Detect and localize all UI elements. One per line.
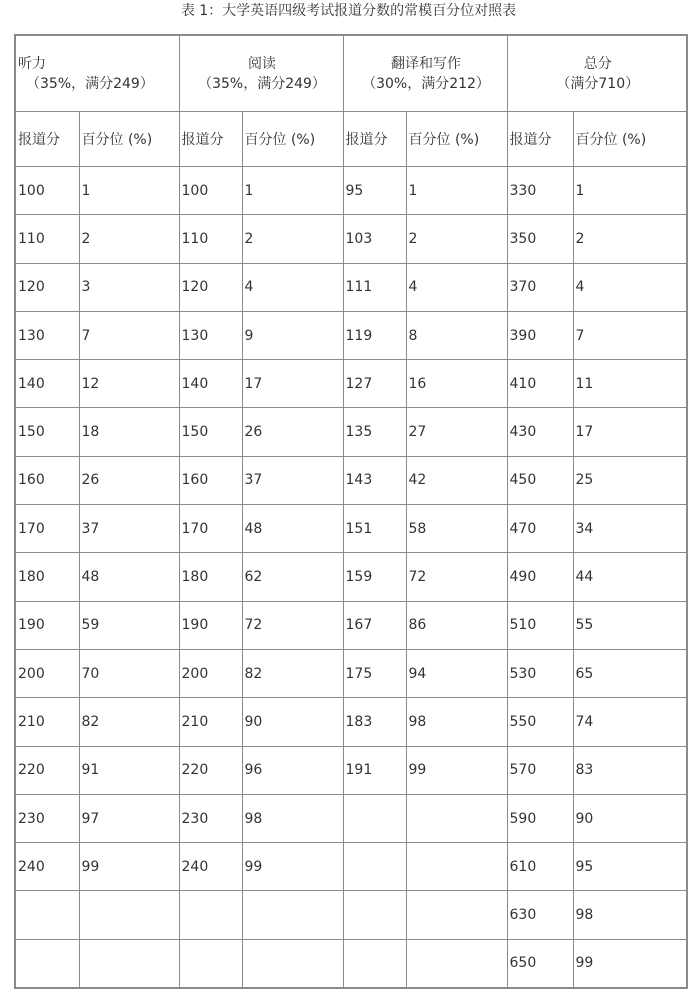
score-cell: 160 [179,456,242,504]
score-cell: 110 [15,215,79,263]
column-header: 报道分 [15,112,79,167]
score-cell: 220 [179,746,242,794]
column-header: 百分位 (%) [242,112,343,167]
score-cell [179,891,242,939]
score-cell: 200 [179,649,242,697]
percentile-cell: 70 [79,649,179,697]
percentile-cell: 9 [242,311,343,359]
table-row [15,553,687,601]
percentile-cell: 98 [242,794,343,842]
score-cell [343,794,406,842]
percentile-cell: 4 [573,263,687,311]
score-cell: 170 [15,505,79,553]
score-cell: 175 [343,649,406,697]
percentile-cell: 4 [406,263,507,311]
percentile-cell: 26 [79,456,179,504]
group-header-row [15,35,687,112]
column-header: 百分位 (%) [79,112,179,167]
percentile-cell [79,939,179,988]
score-cell: 140 [179,360,242,408]
score-cell: 120 [179,263,242,311]
score-cell: 240 [15,843,79,891]
percentile-cell: 90 [242,698,343,746]
percentile-cell: 37 [242,456,343,504]
table-row [15,360,687,408]
percentile-cell [242,891,343,939]
score-cell: 220 [15,746,79,794]
table-row [15,167,687,215]
score-cell: 390 [507,311,573,359]
score-cell: 210 [179,698,242,746]
group-weight: （满分710） [556,75,640,92]
percentile-cell: 91 [79,746,179,794]
percentile-cell: 82 [242,649,343,697]
score-cell: 330 [507,167,573,215]
percentile-cell: 48 [242,505,343,553]
score-cell [15,891,79,939]
percentile-cell: 37 [79,505,179,553]
percentile-cell: 58 [406,505,507,553]
table-row [15,746,687,794]
percentile-cell: 72 [406,553,507,601]
score-cell: 103 [343,215,406,263]
score-cell: 490 [507,553,573,601]
score-cell: 151 [343,505,406,553]
group-name: 翻译和写作 [391,55,461,72]
score-cell: 150 [15,408,79,456]
percentile-cell: 82 [79,698,179,746]
score-cell: 370 [507,263,573,311]
score-cell: 200 [15,649,79,697]
table-row [15,698,687,746]
percentile-cell: 90 [573,794,687,842]
score-cell: 95 [343,167,406,215]
group-weight: （35%，满分249） [198,75,326,92]
percentile-cell: 74 [573,698,687,746]
percentile-cell: 2 [573,215,687,263]
score-cell: 100 [15,167,79,215]
percentile-cell: 98 [406,698,507,746]
table-row [15,311,687,359]
percentile-cell [242,939,343,988]
percentile-cell: 99 [79,843,179,891]
table-row [15,843,687,891]
table-row [15,939,687,988]
score-cell: 550 [507,698,573,746]
percentile-cell [406,891,507,939]
percentile-cell: 7 [573,311,687,359]
score-cell [15,939,79,988]
percentile-cell: 98 [573,891,687,939]
score-cell: 210 [15,698,79,746]
score-cell: 570 [507,746,573,794]
percentile-cell: 59 [79,601,179,649]
table-row [15,891,687,939]
score-cell [343,891,406,939]
score-cell: 143 [343,456,406,504]
percentile-cell [79,891,179,939]
percentile-cell: 83 [573,746,687,794]
table-row [15,456,687,504]
column-header-row [15,112,687,167]
column-header: 报道分 [507,112,573,167]
percentile-cell: 16 [406,360,507,408]
percentile-cell: 2 [406,215,507,263]
percentile-cell: 18 [79,408,179,456]
percentile-cell [406,939,507,988]
percentile-cell: 7 [79,311,179,359]
score-cell: 510 [507,601,573,649]
percentile-cell: 17 [573,408,687,456]
score-cell: 127 [343,360,406,408]
percentile-cell: 17 [242,360,343,408]
table-row [15,505,687,553]
group-header-reading [179,35,343,112]
score-cell: 180 [179,553,242,601]
percentile-cell: 44 [573,553,687,601]
percentile-cell: 2 [79,215,179,263]
percentile-cell: 27 [406,408,507,456]
percentile-cell: 26 [242,408,343,456]
percentile-cell: 95 [573,843,687,891]
percentile-cell: 97 [79,794,179,842]
percentile-cell: 42 [406,456,507,504]
score-cell: 167 [343,601,406,649]
percentile-cell: 99 [406,746,507,794]
score-cell: 160 [15,456,79,504]
percentile-cell: 86 [406,601,507,649]
column-header: 报道分 [343,112,406,167]
score-cell: 191 [343,746,406,794]
table-row [15,649,687,697]
percentile-cell: 99 [573,939,687,988]
score-cell [179,939,242,988]
percentile-cell: 48 [79,553,179,601]
percentile-cell: 62 [242,553,343,601]
score-percentile-table [14,34,688,989]
score-cell: 140 [15,360,79,408]
group-header-total [507,35,687,112]
score-cell: 119 [343,311,406,359]
percentile-cell: 72 [242,601,343,649]
score-cell: 111 [343,263,406,311]
table-row [15,794,687,842]
table-row [15,263,687,311]
score-cell: 130 [179,311,242,359]
score-cell: 230 [15,794,79,842]
score-cell: 190 [179,601,242,649]
score-cell: 430 [507,408,573,456]
score-cell: 230 [179,794,242,842]
column-header: 报道分 [179,112,242,167]
table-row [15,601,687,649]
percentile-cell: 1 [573,167,687,215]
group-header-translation-writing [343,35,507,112]
score-cell: 240 [179,843,242,891]
group-weight: （30%，满分212） [362,75,490,92]
percentile-cell: 99 [242,843,343,891]
score-cell: 470 [507,505,573,553]
percentile-cell: 4 [242,263,343,311]
table-row [15,408,687,456]
group-name: 阅读 [248,55,276,72]
score-cell: 410 [507,360,573,408]
score-cell: 590 [507,794,573,842]
percentile-cell: 1 [79,167,179,215]
group-name: 总分 [583,55,612,72]
score-cell: 530 [507,649,573,697]
percentile-cell: 2 [242,215,343,263]
score-cell: 450 [507,456,573,504]
percentile-cell: 65 [573,649,687,697]
column-header: 百分位 (%) [406,112,507,167]
percentile-cell: 11 [573,360,687,408]
table-caption: 表 1：大学英语四级考试报道分数的常模百分位对照表 [180,3,517,19]
percentile-cell [406,843,507,891]
score-cell: 180 [15,553,79,601]
group-name: 听力 [18,55,46,72]
group-weight: （35%，满分249） [26,75,154,92]
percentile-cell: 55 [573,601,687,649]
score-cell: 120 [15,263,79,311]
score-cell: 100 [179,167,242,215]
percentile-cell [406,794,507,842]
table-row [15,215,687,263]
percentile-cell: 34 [573,505,687,553]
score-cell: 183 [343,698,406,746]
percentile-cell: 25 [573,456,687,504]
percentile-cell: 1 [242,167,343,215]
score-cell: 170 [179,505,242,553]
score-cell: 130 [15,311,79,359]
score-cell: 159 [343,553,406,601]
score-cell: 135 [343,408,406,456]
group-header-listening [15,35,179,112]
percentile-cell: 12 [79,360,179,408]
score-cell [343,939,406,988]
score-cell: 190 [15,601,79,649]
percentile-cell: 96 [242,746,343,794]
score-cell: 630 [507,891,573,939]
percentile-cell: 8 [406,311,507,359]
percentile-cell: 3 [79,263,179,311]
score-cell: 610 [507,843,573,891]
score-cell [343,843,406,891]
percentile-cell: 1 [406,167,507,215]
score-cell: 350 [507,215,573,263]
score-cell: 150 [179,408,242,456]
percentile-cell: 94 [406,649,507,697]
score-cell: 650 [507,939,573,988]
score-cell: 110 [179,215,242,263]
column-header: 百分位 (%) [573,112,687,167]
